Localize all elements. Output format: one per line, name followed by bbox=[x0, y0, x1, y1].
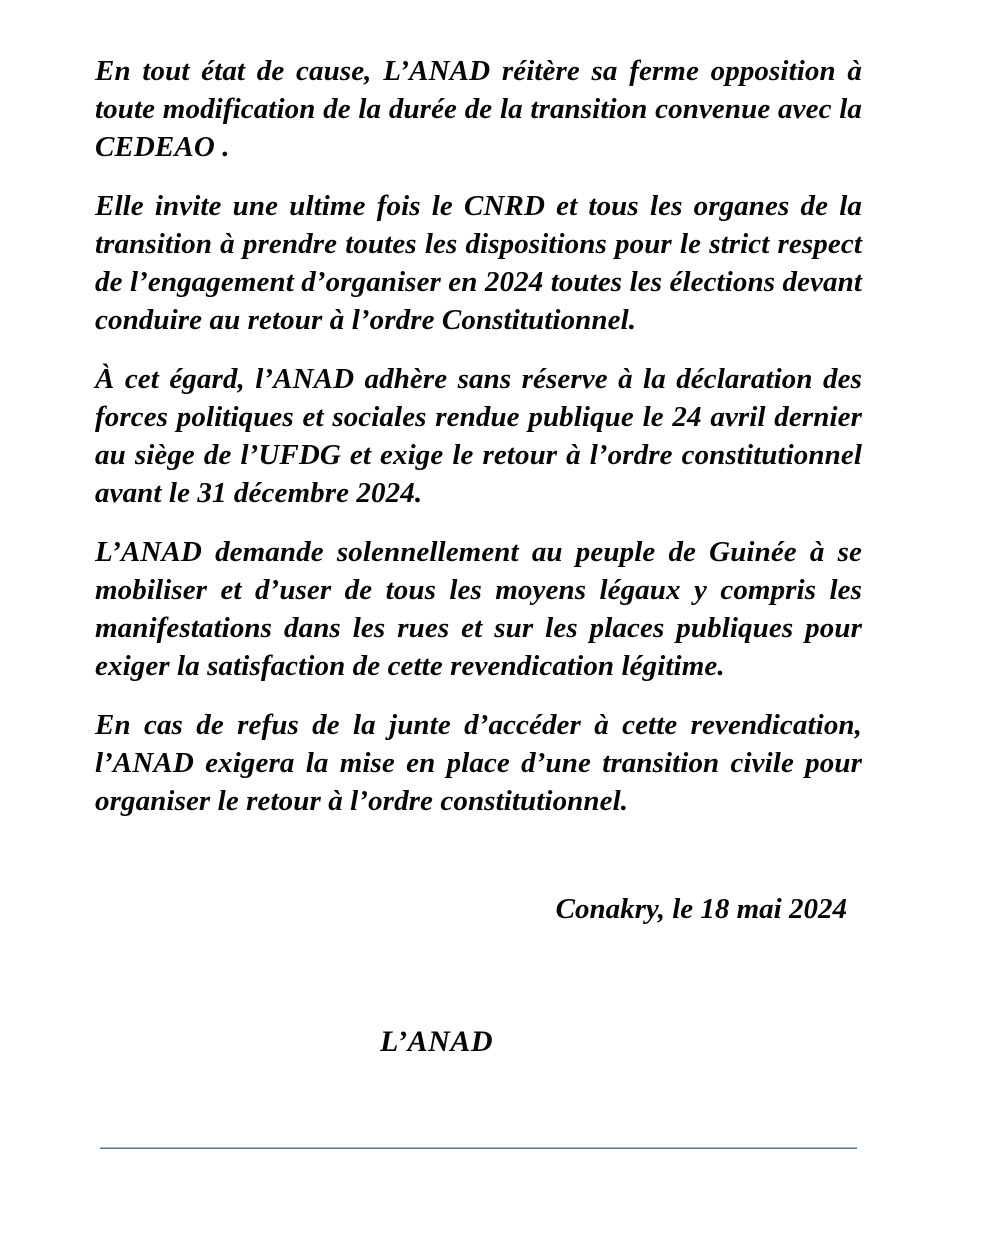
bottom-divider bbox=[100, 1147, 857, 1149]
paragraph-4: L’ANAD demande solennellement au peuple de Guinée à se mobiliser et d’user de tous les moyens légaux y compris les manifestations dans les rues et sur les places publiques pour exiger la satisfaction de cette revendication légitime. bbox=[95, 536, 862, 682]
signature: L’ANAD bbox=[380, 1025, 494, 1058]
paragraph-1: En tout état de cause, L’ANAD réitère sa ferme opposition à toute modification de la durée de la transition convenue avec la CEDEAO . bbox=[95, 55, 862, 163]
paragraph-5: En cas de refus de la junte d’accéder à cette revendication, l’ANAD exigera la mise en place d’une transition civile pour organiser le retour à l’ordre constitutionnel. bbox=[95, 709, 862, 817]
dateline: Conakry, le 18 mai 2024 bbox=[555, 893, 847, 925]
paragraph-2: Elle invite une ultime fois le CNRD et tous les organes de la transition à prendre toutes les dispositions pour le strict respect de l’engagement d’organiser en 2024 toutes les élections devant conduire au retour à l’ordre Constitutionnel. bbox=[95, 190, 862, 336]
paragraph-3: À cet égard, l’ANAD adhère sans réserve à la déclaration des forces politiques et sociales rendue publique le 24 avril dernier au siège de l’UFDG et exige le retour à l’ordre constitutionnel avant le 31 décembre 2024. bbox=[95, 363, 862, 509]
document-body bbox=[95, 52, 862, 1061]
